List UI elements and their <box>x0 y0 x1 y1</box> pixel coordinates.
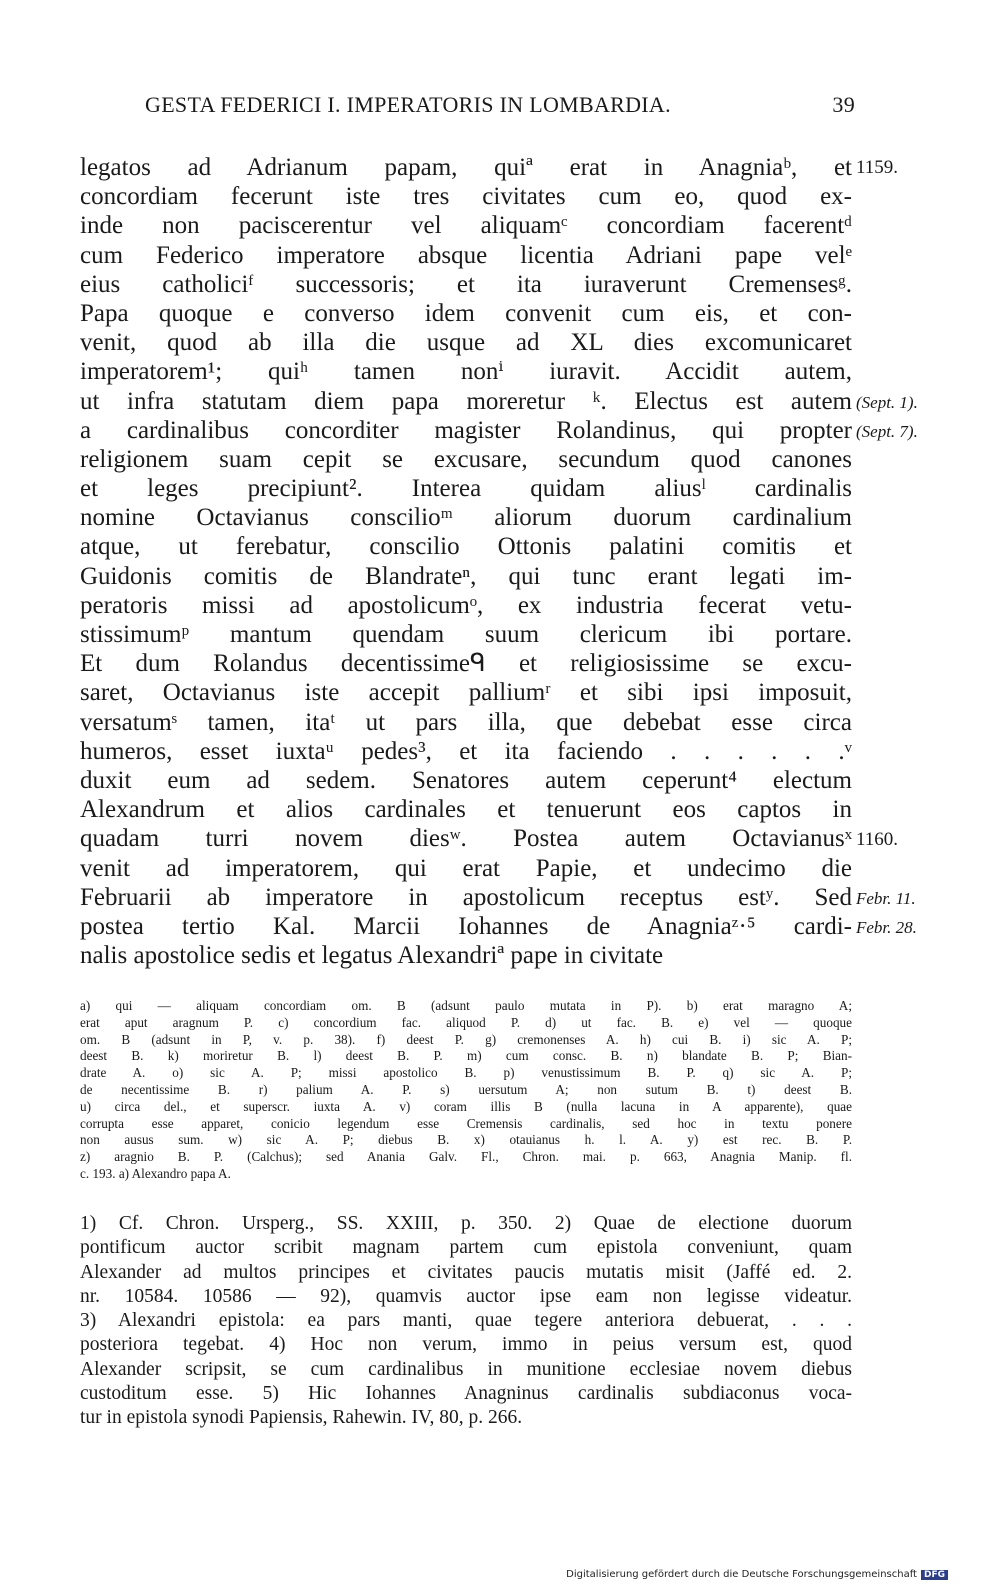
text-line: concordiam fecerunt iste tres civitates cum eo, quod ex- <box>80 183 852 211</box>
text-line: religionem suam cepit se excusare, secundum quod canones <box>80 445 852 473</box>
margin-date: 1160. <box>856 828 899 850</box>
footnote-line: Alexander ad multos principes et civitates paucis mutatis misit (Jaffé ed. 2. <box>80 1261 852 1283</box>
footnote-line: a) qui — aliquam concordiam om. B (adsunt paulo mutata in P). b) erat maragno A; <box>80 998 852 1013</box>
margin-date: (Sept. 7). <box>856 421 918 441</box>
text-line: stissimumᵖ mantum quendam suum clericum ibi portare. <box>80 621 852 648</box>
text-line: Alexandrum et alios cardinales et tenuerunt eos captos in <box>80 796 852 824</box>
margin-date: Febr. 28. <box>856 918 917 938</box>
text-line: legatos ad Adrianum papam, quiª erat in Anagniaᵇ, et <box>80 154 852 181</box>
text-line: nomine Octavianus conscilioᵐ aliorum duorum cardinalium <box>80 504 852 532</box>
text-line: atque, ut ferebatur, conscilio Ottonis palatini comitis et <box>80 533 852 561</box>
margin-date: Febr. 11. <box>856 889 916 908</box>
text-line: imperatorem¹; quiʰ tamen nonⁱ iuravit. Accidit autem, <box>80 358 852 386</box>
variant-notes <box>80 998 852 1183</box>
text-line: et leges precipiunt². Interea quidam aliusˡ cardinalis <box>80 475 852 503</box>
footnote-line: c. 193. a) Alexandro papa A. <box>80 1165 231 1181</box>
footnote-line: 1) Cf. Chron. Ursperg., SS. XXIII, p. 350. 2) Quae de electione duorum <box>80 1213 852 1234</box>
text-line: humeros, esset iuxtaᵘ pedes³, et ita faciendo . . . . . .ᵛ <box>80 737 852 765</box>
text-line: venit, quod ab illa die usque ad XL dies excomunicaret <box>80 329 852 357</box>
footnote-line: om. B (adsunt in P, v. p. 38). f) deest P. g) cremonenses A. h) cui B. i) sic A. P; <box>80 1031 852 1047</box>
main-text <box>80 153 852 970</box>
text-line: inde non paciscerentur vel aliquamᶜ concordiam facerentᵈ <box>80 212 852 240</box>
margin-date: 1159. <box>856 157 899 178</box>
footnote-line: custoditum esse. 5) Hic Iohannes Anagninus cardinalis subdiaconus voca- <box>80 1383 852 1405</box>
footnote-line: 3) Alexandri epistola: ea pars manti, quae tegere anteriora debuerat, . . . <box>80 1310 852 1332</box>
text-line: eius catholiciᶠ successoris; et ita iuraverunt Cremensesᵍ. <box>80 270 852 298</box>
text-line: nalis apostolice sedis et legatus Alexandriª pape in civitate <box>80 942 664 970</box>
footnote-line: corrupta esse apparet, conicio legendum esse Cremensis cardinalis, sed hoc in textu ponere <box>80 1115 852 1131</box>
text-line: ut infra statutam diem papa moreretur ᵏ. Electus est autem <box>80 387 852 415</box>
footnote-line: nr. 10584. 10586 — 92), quamvis auctor ipse eam non legisse videatur. <box>80 1285 852 1307</box>
text-line: postea tertio Kal. Marcii Iohannes de Anagniaᶻ·⁵ cardi- <box>80 912 852 940</box>
source-notes <box>80 1212 852 1431</box>
footnote-line: de necentissime B. r) palium A. P. s) uersutum A; non sutum B. t) deest B. <box>80 1081 852 1097</box>
footer-text: Digitalisierung gefördert durch die Deutsche Forschungsgemeinschaft <box>566 1569 917 1580</box>
text-line: duxit eum ad sedem. Senatores autem ceperunt⁴ electum <box>80 766 852 794</box>
footnote-line: drate A. o) sic A. P; missi apostolico B. p) venustissimum B. P. q) sic A. P; <box>80 1065 852 1081</box>
text-line: a cardinalibus concorditer magister Rolandinus, qui propter <box>80 416 852 444</box>
text-line: venit ad imperatorem, qui erat Papie, et undecimo die <box>80 854 852 882</box>
running-title: GESTA FEDERICI I. IMPERATORIS IN LOMBARDIA. <box>145 92 671 117</box>
footnote-line: Alexander scripsit, se cum cardinalibus in munitione ecclesiae novem diebus <box>80 1358 852 1380</box>
footnote-line: deest B. k) moriretur B. l) deest B. P. m) cum consc. B. n) blandate B. P; Bian- <box>80 1048 852 1064</box>
text-line: cum Federico imperatore absque licentia Adriani pape velᵉ <box>80 241 852 269</box>
page-number: 39 <box>832 92 855 117</box>
footnote-line: posteriora tegebat. 4) Hoc non verum, immo in peius versum est, quod <box>80 1334 852 1356</box>
footnote-line: pontificum auctor scribit magnam partem cum epistola conveniunt, quam <box>80 1237 852 1259</box>
dfg-logo: DFG <box>921 1570 948 1580</box>
text-line: Februarii ab imperatore in apostolicum receptus estʸ. Sed <box>80 883 852 911</box>
footnote-line: tur in epistola synodi Papiensis, Rahewin. IV, 80, p. 266. <box>80 1407 523 1429</box>
footnote-line: non ausus sum. w) sic A. P; diebus B. x) otauianus h. l. A. y) est rec. B. P. <box>80 1132 852 1148</box>
text-line: peratoris missi ad apostolicumᵒ, ex industria fecerat vetu- <box>80 591 852 619</box>
text-line: Guidonis comitis de Blandrateⁿ, qui tunc erant legati im- <box>80 562 852 590</box>
footnote-line: erat aput aragnum P. c) concordium fac. aliquod P. d) ut fac. B. e) vel — quoque <box>80 1014 852 1030</box>
footnote-line: u) circa del., et superscr. iuxta A. v) coram illis B (nulla lacuna in A apparente), quae <box>80 1098 852 1114</box>
running-header <box>145 92 855 118</box>
text-line: Papa quoque e converso idem convenit cum eis, et con- <box>80 299 852 327</box>
footer-credit <box>566 1569 948 1580</box>
text-line: quadam turri novem diesʷ. Postea autem Octavianusˣ <box>80 825 852 853</box>
footnote-line: z) aragnio B. P. (Calchus); sed Anania Galv. Fl., Chron. mai. p. 663, Anagnia Manip. fl. <box>80 1149 852 1165</box>
text-line: versatumˢ tamen, itaᵗ ut pars illa, que debebat esse circa <box>80 708 852 736</box>
text-line: Et dum Rolandus decentissimeᑫ et religiosissime se excu- <box>80 650 852 678</box>
margin-date: (Sept. 1). <box>856 392 918 412</box>
text-line: saret, Octavianus iste accepit palliumʳ et sibi ipsi imposuit, <box>80 679 852 707</box>
